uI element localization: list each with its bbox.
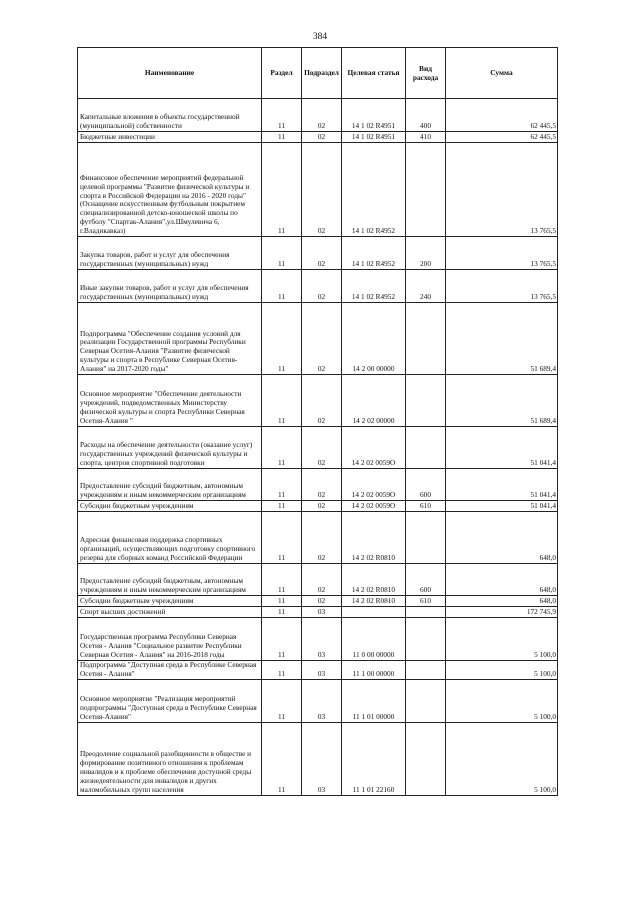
row-expense-type-cell: 600 bbox=[406, 469, 446, 501]
row-name-cell: Иные закупки товаров, работ и услуг для обеспечения государственных (муниципальных) нужд bbox=[78, 270, 262, 303]
row-razdel-cell: 11 bbox=[262, 99, 302, 132]
row-name-cell: Расходы на обеспечение деятельности (оказание услуг) государственных учреждений физической культуры и спорта, центров спортивной подготовки bbox=[78, 427, 262, 469]
row-target-article-cell: 11 1 01 22160 bbox=[342, 722, 406, 795]
row-name-cell: Подпрограмма "Обеспечение создания условий для реализации Государственной программы Республики Северная Осетия-Алания "Развитие физической культуры и спорта в Республике Северная Осетия-Алания" на 2017-2020 годы" bbox=[78, 303, 262, 375]
table-row bbox=[78, 564, 558, 596]
row-razdel-cell: 11 bbox=[262, 512, 302, 564]
row-target-article-cell bbox=[342, 607, 406, 618]
row-target-article-cell: 14 2 00 00000 bbox=[342, 303, 406, 375]
row-podrazdel-cell: 02 bbox=[302, 99, 342, 132]
row-razdel-cell: 11 bbox=[262, 564, 302, 596]
row-target-article-cell: 14 2 02 0059О bbox=[342, 469, 406, 501]
row-podrazdel-cell: 02 bbox=[302, 303, 342, 375]
row-razdel-cell: 11 bbox=[262, 679, 302, 722]
row-podrazdel-cell: 02 bbox=[302, 375, 342, 427]
table-body bbox=[78, 99, 558, 796]
row-sum-cell: 62 445,5 bbox=[446, 132, 558, 143]
row-expense-type-cell bbox=[406, 143, 446, 237]
row-expense-type-cell bbox=[406, 512, 446, 564]
row-expense-type-cell: 610 bbox=[406, 501, 446, 512]
row-name-cell: Субсидии бюджетным учреждениям bbox=[78, 501, 262, 512]
row-razdel-cell: 11 bbox=[262, 143, 302, 237]
row-sum-cell: 648,0 bbox=[446, 512, 558, 564]
table-row bbox=[78, 427, 558, 469]
row-podrazdel-cell: 03 bbox=[302, 722, 342, 795]
page-number: 384 bbox=[312, 32, 328, 42]
row-expense-type-cell: 200 bbox=[406, 237, 446, 270]
row-target-article-cell: 14 1 02 R4951 bbox=[342, 99, 406, 132]
row-razdel-cell: 11 bbox=[262, 375, 302, 427]
table-row bbox=[78, 722, 558, 795]
row-target-article-cell: 14 2 02 0059О bbox=[342, 427, 406, 469]
row-target-article-cell: 14 2 02 0059О bbox=[342, 501, 406, 512]
row-razdel-cell: 11 bbox=[262, 618, 302, 661]
row-sum-cell: 5 100,0 bbox=[446, 661, 558, 680]
row-sum-cell: 51 041,4 bbox=[446, 501, 558, 512]
row-sum-cell: 648,0 bbox=[446, 596, 558, 607]
row-sum-cell: 172 745,9 bbox=[446, 607, 558, 618]
row-razdel-cell: 11 bbox=[262, 722, 302, 795]
table-row bbox=[78, 501, 558, 512]
row-expense-type-cell bbox=[406, 661, 446, 680]
row-expense-type-cell bbox=[406, 303, 446, 375]
row-name-cell: Предоставление субсидий бюджетным, автономным учреждениям и иным некоммерческим организациям bbox=[78, 469, 262, 501]
row-razdel-cell: 11 bbox=[262, 237, 302, 270]
row-name-cell: Государственная программа Республики Северная Осетия - Алания "Социальное развитие Республики Северная Осетия - Алания" на 2016-2018 годы bbox=[78, 618, 262, 661]
column-header-target-article: Целевая статья bbox=[342, 48, 406, 99]
row-podrazdel-cell: 02 bbox=[302, 270, 342, 303]
row-podrazdel-cell: 03 bbox=[302, 661, 342, 680]
row-name-cell: Капитальные вложения в объекты государственной (муниципальной) собственности bbox=[78, 99, 262, 132]
row-sum-cell: 13 765,5 bbox=[446, 143, 558, 237]
row-target-article-cell: 14 2 02 R0810 bbox=[342, 596, 406, 607]
row-sum-cell: 51 689,4 bbox=[446, 303, 558, 375]
row-podrazdel-cell: 02 bbox=[302, 596, 342, 607]
row-sum-cell: 13 765,5 bbox=[446, 237, 558, 270]
column-header-podrazdel: Подраздел bbox=[302, 48, 342, 99]
row-razdel-cell: 11 bbox=[262, 132, 302, 143]
row-podrazdel-cell: 03 bbox=[302, 679, 342, 722]
row-target-article-cell: 14 2 02 00000 bbox=[342, 375, 406, 427]
row-target-article-cell: 11 0 00 00000 bbox=[342, 618, 406, 661]
row-sum-cell: 51 041,4 bbox=[446, 469, 558, 501]
row-name-cell: Финансовое обеспечение мероприятий федеральной целевой программы "Развитие физической культуры и спорта в Российской Федерации на 2016 - 2020 годы" (Оснащение искусственным футбольным покрытием специализированной детско-юношеской школы по футболу "Спартак-Алания",ул.Шмулевича 6, г.Владикавказ) bbox=[78, 143, 262, 237]
row-razdel-cell: 11 bbox=[262, 607, 302, 618]
table-row bbox=[78, 375, 558, 427]
table-row bbox=[78, 512, 558, 564]
row-podrazdel-cell: 02 bbox=[302, 501, 342, 512]
row-name-cell: Адресная финансовая поддержка спортивных организаций, осуществляющих подготовку спортивного резерва для сборных команд Российской Федерации bbox=[78, 512, 262, 564]
row-podrazdel-cell: 02 bbox=[302, 469, 342, 501]
row-razdel-cell: 11 bbox=[262, 303, 302, 375]
column-header-razdel: Раздел bbox=[262, 48, 302, 99]
column-header-sum: Сумма bbox=[446, 48, 558, 99]
row-razdel-cell: 11 bbox=[262, 469, 302, 501]
row-expense-type-cell bbox=[406, 427, 446, 469]
row-sum-cell: 648,0 bbox=[446, 564, 558, 596]
row-expense-type-cell: 400 bbox=[406, 99, 446, 132]
row-razdel-cell: 11 bbox=[262, 427, 302, 469]
row-target-article-cell: 14 2 02 R0810 bbox=[342, 512, 406, 564]
table-row bbox=[78, 303, 558, 375]
row-podrazdel-cell: 02 bbox=[302, 237, 342, 270]
row-name-cell: Спорт высших достижений bbox=[78, 607, 262, 618]
table-row bbox=[78, 607, 558, 618]
row-target-article-cell: 14 1 02 R4952 bbox=[342, 143, 406, 237]
row-expense-type-cell bbox=[406, 618, 446, 661]
row-target-article-cell: 14 1 02 R4952 bbox=[342, 237, 406, 270]
table-row bbox=[78, 270, 558, 303]
row-razdel-cell: 11 bbox=[262, 661, 302, 680]
row-target-article-cell: 11 1 00 00000 bbox=[342, 661, 406, 680]
row-expense-type-cell bbox=[406, 375, 446, 427]
table-row bbox=[78, 596, 558, 607]
row-name-cell: Преодоление социальной разобщенности в обществе и формирование позитивного отношения к проблемам инвалидов и к проблеме обеспечения доступной среды жизнедеятельности для инвалидов и других маломобильных групп населения bbox=[78, 722, 262, 795]
row-expense-type-cell: 410 bbox=[406, 132, 446, 143]
row-name-cell: Основное мероприятие "Реализация мероприятий подпрограммы "Доступная среда в Республике Северная Осетия-Алания" bbox=[78, 679, 262, 722]
row-name-cell: Подпрограмма "Доступная среда в Республике Северная Осетия - Алания" bbox=[78, 661, 262, 680]
row-razdel-cell: 11 bbox=[262, 596, 302, 607]
table-row bbox=[78, 237, 558, 270]
row-razdel-cell: 11 bbox=[262, 501, 302, 512]
row-name-cell: Бюджетные инвестиции bbox=[78, 132, 262, 143]
row-expense-type-cell: 600 bbox=[406, 564, 446, 596]
row-expense-type-cell bbox=[406, 722, 446, 795]
row-expense-type-cell bbox=[406, 607, 446, 618]
row-sum-cell: 5 100,0 bbox=[446, 722, 558, 795]
budget-table bbox=[77, 47, 558, 796]
row-podrazdel-cell: 02 bbox=[302, 427, 342, 469]
row-target-article-cell: 14 1 02 R4952 bbox=[342, 270, 406, 303]
table-row bbox=[78, 143, 558, 237]
row-expense-type-cell bbox=[406, 679, 446, 722]
row-sum-cell: 5 100,0 bbox=[446, 618, 558, 661]
row-name-cell: Закупка товаров, работ и услуг для обеспечения государственных (муниципальных) нужд bbox=[78, 237, 262, 270]
row-sum-cell: 51 689,4 bbox=[446, 375, 558, 427]
row-podrazdel-cell: 02 bbox=[302, 143, 342, 237]
row-sum-cell: 13 765,5 bbox=[446, 270, 558, 303]
table-row bbox=[78, 132, 558, 143]
table-row bbox=[78, 99, 558, 132]
table-row bbox=[78, 469, 558, 501]
row-podrazdel-cell: 03 bbox=[302, 607, 342, 618]
row-podrazdel-cell: 02 bbox=[302, 564, 342, 596]
row-podrazdel-cell: 02 bbox=[302, 512, 342, 564]
column-header-expense-type: Вид расхода bbox=[406, 48, 446, 99]
row-podrazdel-cell: 02 bbox=[302, 132, 342, 143]
row-podrazdel-cell: 03 bbox=[302, 618, 342, 661]
row-target-article-cell: 14 1 02 R4951 bbox=[342, 132, 406, 143]
row-expense-type-cell: 240 bbox=[406, 270, 446, 303]
table-row bbox=[78, 679, 558, 722]
table-row bbox=[78, 661, 558, 680]
row-sum-cell: 5 100,0 bbox=[446, 679, 558, 722]
row-expense-type-cell: 610 bbox=[406, 596, 446, 607]
column-header-name: Наименование bbox=[78, 48, 262, 99]
table-row bbox=[78, 618, 558, 661]
row-razdel-cell: 11 bbox=[262, 270, 302, 303]
row-sum-cell: 51 041,4 bbox=[446, 427, 558, 469]
row-name-cell: Субсидии бюджетным учреждениям bbox=[78, 596, 262, 607]
row-name-cell: Основное мероприятие "Обеспечение деятельности учреждений, подведомственных Министерству физической культуры и спорта Республики Северная Осетия-Алания " bbox=[78, 375, 262, 427]
row-name-cell: Предоставление субсидий бюджетным, автономным учреждениям и иным некоммерческим организациям bbox=[78, 564, 262, 596]
table-header-row bbox=[78, 48, 558, 99]
row-sum-cell: 62 445,5 bbox=[446, 99, 558, 132]
row-target-article-cell: 11 1 01 00000 bbox=[342, 679, 406, 722]
row-target-article-cell: 14 2 02 R0810 bbox=[342, 564, 406, 596]
